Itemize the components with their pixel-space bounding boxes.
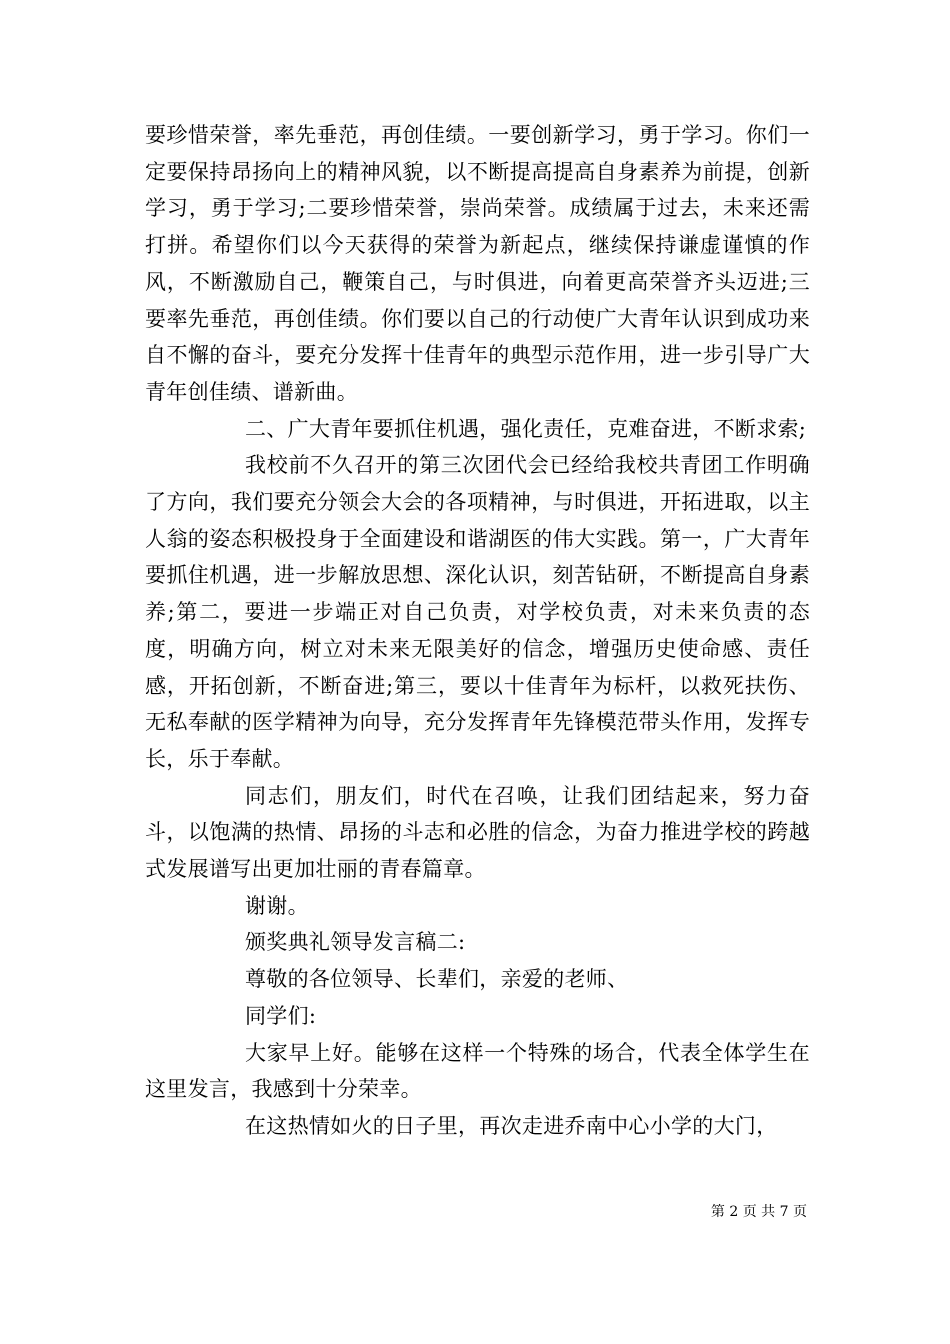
paragraph-greeting: 大家早上好。能够在这样一个特殊的场合，代表全体学生在这里发言，我感到十分荣幸。 <box>145 1040 810 1102</box>
paragraph-continuation: 要珍惜荣誉，率先垂范，再创佳绩。一要创新学习，勇于学习。你们一定要保持昂扬向上的精神风貌，以不断提高提高自身素养为前提，创新学习，勇于学习;二要珍惜荣誉，崇尚荣誉。成绩属于过去，未来还需打拼。希望你们以今天获得的荣誉为新起点，继续保持谦虚谨慎的作风，不断激励自己，鞭策自己，与时俱进，向着更高荣誉齐头迈进;三要率先垂范，再创佳绩。你们要以自己的行动使广大青年认识到成功来自不懈的奋斗，要充分发挥十佳青年的典型示范作用，进一步引导广大青年创佳绩、谱新曲。 <box>145 123 810 404</box>
paragraph-salutation-students: 同学们: <box>245 1003 317 1028</box>
paragraph-section-two-body: 我校前不久召开的第三次团代会已经给我校共青团工作明确了方向，我们要充分领会大会的各项精神，与时俱进，开拓进取，以主人翁的姿态积极投身于全面建设和谐湖医的伟大实践。第一，广大青年要抓住机遇，进一步解放思想、深化认识，刻苦钻研，不断提高自身素养;第二，要进一步端正对自己负责，对学校负责，对未来负责的态度，明确方向，树立对未来无限美好的信念，增强历史使命感、责任感，开拓创新，不断奋进;第三，要以十佳青年为标杆，以救死扶伤、无私奉献的医学精神为向导，充分发挥青年先锋模范带头作用，发挥专长，乐于奉献。 <box>145 453 810 771</box>
paragraph-opening: 在这热情如火的日子里，再次走进乔南中心小学的大门， <box>245 1113 778 1138</box>
paragraph-section-two-heading: 二、广大青年要抓住机遇，强化责任，克难奋进，不断求索; <box>245 416 807 441</box>
paragraph-closing-appeal: 同志们，朋友们，时代在召唤，让我们团结起来，努力奋斗，以饱满的热情、昂扬的斗志和必胜的信念，为奋力推进学校的跨越式发展谱写出更加壮丽的青春篇章。 <box>145 783 810 882</box>
document-body <box>145 117 810 1145</box>
paragraph-thanks: 谢谢。 <box>245 893 309 918</box>
paragraph-speech-two-title: 颁奖典礼领导发言稿二: <box>245 930 466 955</box>
page-number-footer: 第 2 页 共 7 页 <box>710 1204 807 1220</box>
paragraph-salutation: 尊敬的各位领导、长辈们，亲爱的老师、 <box>245 967 629 992</box>
